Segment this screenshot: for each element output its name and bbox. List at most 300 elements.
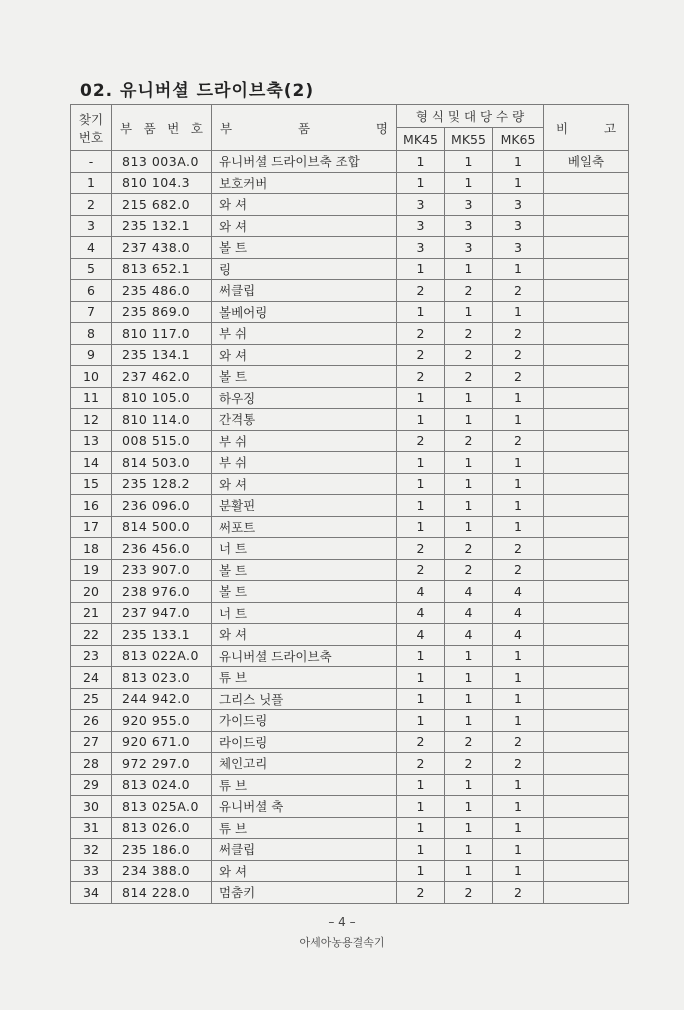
part-name-cell: 볼 트 xyxy=(212,366,397,388)
qty-mk45-cell: 2 xyxy=(397,280,445,302)
part-no-cell: 238 976.0 xyxy=(112,581,212,603)
qty-mk55-cell: 2 xyxy=(445,538,493,560)
part-name-cell: 부 쉬 xyxy=(212,430,397,452)
part-no-cell: 236 096.0 xyxy=(112,495,212,517)
part-no-cell: 235 133.1 xyxy=(112,624,212,646)
page-title: 02. 유니버셜 드라이브축(2) xyxy=(80,81,315,101)
find-no-cell: 26 xyxy=(71,710,112,732)
part-name-cell: 와 셔 xyxy=(212,194,397,216)
parts-table-body xyxy=(71,151,629,904)
table-row xyxy=(71,430,629,452)
part-name-cell: 와 셔 xyxy=(212,473,397,495)
part-name-cell: 써클립 xyxy=(212,280,397,302)
qty-mk45-cell: 1 xyxy=(397,796,445,818)
part-name-cell: 간격통 xyxy=(212,409,397,431)
remark-cell xyxy=(544,430,629,452)
qty-mk45-cell: 1 xyxy=(397,409,445,431)
qty-mk45-cell: 1 xyxy=(397,473,445,495)
part-no-cell: 237 462.0 xyxy=(112,366,212,388)
qty-mk55-cell: 1 xyxy=(445,860,493,882)
part-name-cell: 와 셔 xyxy=(212,215,397,237)
part-no-cell: 008 515.0 xyxy=(112,430,212,452)
part-no-cell: 234 388.0 xyxy=(112,860,212,882)
header-remark xyxy=(544,105,629,151)
find-no-cell: 32 xyxy=(71,839,112,861)
qty-mk65-cell: 1 xyxy=(493,796,544,818)
qty-mk45-cell: 2 xyxy=(397,323,445,345)
table-row xyxy=(71,387,629,409)
qty-mk45-cell: 3 xyxy=(397,215,445,237)
part-name-cell: 볼베어링 xyxy=(212,301,397,323)
remark-cell xyxy=(544,817,629,839)
remark-cell xyxy=(544,473,629,495)
part-name-cell: 볼 트 xyxy=(212,237,397,259)
header-find-no-line2: 번호 xyxy=(78,129,104,145)
part-name-cell: 너 트 xyxy=(212,602,397,624)
part-no-cell: 920 955.0 xyxy=(112,710,212,732)
header-model-mk45: MK45 xyxy=(397,128,445,151)
table-row xyxy=(71,645,629,667)
qty-mk55-cell: 2 xyxy=(445,280,493,302)
part-no-cell: 813 652.1 xyxy=(112,258,212,280)
remark-cell xyxy=(544,645,629,667)
qty-mk55-cell: 3 xyxy=(445,215,493,237)
header-model-mk65: MK65 xyxy=(493,128,544,151)
qty-mk65-cell: 2 xyxy=(493,280,544,302)
table-row xyxy=(71,774,629,796)
find-no-cell: 1 xyxy=(71,172,112,194)
header-part-no-char: 번 xyxy=(167,120,180,136)
header-remark-char: 고 xyxy=(603,120,617,136)
part-name-cell: 와 셔 xyxy=(212,624,397,646)
qty-mk65-cell: 2 xyxy=(493,344,544,366)
table-row xyxy=(71,602,629,624)
find-no-cell: 9 xyxy=(71,344,112,366)
header-part-name-char: 부 xyxy=(220,120,233,136)
part-name-cell: 써포트 xyxy=(212,516,397,538)
part-no-cell: 235 486.0 xyxy=(112,280,212,302)
table-row xyxy=(71,301,629,323)
qty-mk45-cell: 3 xyxy=(397,194,445,216)
qty-mk45-cell: 1 xyxy=(397,516,445,538)
part-name-cell: 라이드링 xyxy=(212,731,397,753)
header-row-1 xyxy=(71,105,629,128)
find-no-cell: 2 xyxy=(71,194,112,216)
qty-mk65-cell: 1 xyxy=(493,301,544,323)
qty-mk65-cell: 3 xyxy=(493,237,544,259)
table-row xyxy=(71,237,629,259)
table-row xyxy=(71,194,629,216)
qty-mk55-cell: 1 xyxy=(445,774,493,796)
qty-mk55-cell: 2 xyxy=(445,559,493,581)
part-no-cell: 236 456.0 xyxy=(112,538,212,560)
find-no-cell: 19 xyxy=(71,559,112,581)
part-name-cell: 튜 브 xyxy=(212,774,397,796)
table-row xyxy=(71,452,629,474)
qty-mk65-cell: 2 xyxy=(493,366,544,388)
part-no-cell: 810 117.0 xyxy=(112,323,212,345)
table-row xyxy=(71,323,629,345)
find-no-cell: 34 xyxy=(71,882,112,904)
qty-mk45-cell: 1 xyxy=(397,645,445,667)
table-row xyxy=(71,731,629,753)
qty-mk55-cell: 1 xyxy=(445,688,493,710)
qty-mk55-cell: 1 xyxy=(445,796,493,818)
remark-cell xyxy=(544,495,629,517)
qty-mk55-cell: 1 xyxy=(445,258,493,280)
qty-mk55-cell: 3 xyxy=(445,237,493,259)
qty-mk45-cell: 3 xyxy=(397,237,445,259)
part-no-cell: 972 297.0 xyxy=(112,753,212,775)
qty-mk45-cell: 1 xyxy=(397,495,445,517)
part-no-cell: 814 228.0 xyxy=(112,882,212,904)
qty-mk45-cell: 1 xyxy=(397,258,445,280)
qty-mk55-cell: 4 xyxy=(445,624,493,646)
qty-mk65-cell: 4 xyxy=(493,602,544,624)
part-name-cell: 분활핀 xyxy=(212,495,397,517)
remark-cell xyxy=(544,774,629,796)
qty-mk45-cell: 4 xyxy=(397,602,445,624)
table-row xyxy=(71,667,629,689)
remark-cell xyxy=(544,624,629,646)
remark-cell xyxy=(544,323,629,345)
qty-mk65-cell: 2 xyxy=(493,731,544,753)
qty-mk65-cell: 2 xyxy=(493,538,544,560)
qty-mk55-cell: 2 xyxy=(445,753,493,775)
table-row xyxy=(71,366,629,388)
part-name-cell: 써클립 xyxy=(212,839,397,861)
qty-mk65-cell: 3 xyxy=(493,215,544,237)
qty-mk55-cell: 1 xyxy=(445,301,493,323)
table-row xyxy=(71,581,629,603)
qty-mk65-cell: 1 xyxy=(493,688,544,710)
qty-mk65-cell: 2 xyxy=(493,323,544,345)
remark-cell xyxy=(544,215,629,237)
qty-mk45-cell: 1 xyxy=(397,710,445,732)
qty-mk55-cell: 2 xyxy=(445,430,493,452)
header-remark-char: 비 xyxy=(556,120,569,136)
part-no-cell: 810 114.0 xyxy=(112,409,212,431)
qty-mk45-cell: 2 xyxy=(397,731,445,753)
find-no-cell: 4 xyxy=(71,237,112,259)
table-row xyxy=(71,409,629,431)
qty-mk55-cell: 2 xyxy=(445,882,493,904)
header-part-no xyxy=(112,105,212,151)
table-row xyxy=(71,817,629,839)
table-row xyxy=(71,280,629,302)
qty-mk45-cell: 1 xyxy=(397,301,445,323)
part-no-cell: 920 671.0 xyxy=(112,731,212,753)
qty-mk55-cell: 4 xyxy=(445,581,493,603)
part-no-cell: 813 003A.0 xyxy=(112,151,212,173)
header-part-no-char: 부 xyxy=(120,120,133,136)
qty-mk45-cell: 2 xyxy=(397,366,445,388)
remark-cell xyxy=(544,366,629,388)
find-no-cell: 29 xyxy=(71,774,112,796)
qty-mk45-cell: 1 xyxy=(397,688,445,710)
find-no-cell: 21 xyxy=(71,602,112,624)
remark-cell xyxy=(544,731,629,753)
qty-mk45-cell: 1 xyxy=(397,839,445,861)
table-row xyxy=(71,473,629,495)
qty-mk65-cell: 1 xyxy=(493,151,544,173)
find-no-cell: 14 xyxy=(71,452,112,474)
part-name-cell: 유니버셜 축 xyxy=(212,796,397,818)
page-number: – 4 – xyxy=(328,915,356,929)
find-no-cell: 33 xyxy=(71,860,112,882)
remark-cell xyxy=(544,301,629,323)
qty-mk65-cell: 1 xyxy=(493,516,544,538)
table-row xyxy=(71,753,629,775)
header-part-name-char: 명 xyxy=(375,120,388,136)
part-name-cell: 튜 브 xyxy=(212,667,397,689)
part-no-cell: 813 022A.0 xyxy=(112,645,212,667)
parts-table xyxy=(70,104,629,904)
qty-mk65-cell: 1 xyxy=(493,710,544,732)
qty-mk65-cell: 1 xyxy=(493,774,544,796)
find-no-cell: 27 xyxy=(71,731,112,753)
qty-mk45-cell: 1 xyxy=(397,452,445,474)
find-no-cell: 16 xyxy=(71,495,112,517)
remark-cell: 베일축 xyxy=(544,151,629,173)
qty-mk65-cell: 2 xyxy=(493,753,544,775)
qty-mk65-cell: 1 xyxy=(493,839,544,861)
table-row xyxy=(71,860,629,882)
part-name-cell: 유니버셜 드라이브축 조합 xyxy=(212,151,397,173)
header-part-no-char: 호 xyxy=(190,120,203,136)
part-name-cell: 보호커버 xyxy=(212,172,397,194)
qty-mk45-cell: 1 xyxy=(397,172,445,194)
table-row xyxy=(71,688,629,710)
table-row xyxy=(71,495,629,517)
qty-mk65-cell: 1 xyxy=(493,860,544,882)
find-no-cell: - xyxy=(71,151,112,173)
part-name-cell: 와 셔 xyxy=(212,860,397,882)
qty-mk55-cell: 1 xyxy=(445,172,493,194)
find-no-cell: 25 xyxy=(71,688,112,710)
find-no-cell: 13 xyxy=(71,430,112,452)
qty-mk55-cell: 1 xyxy=(445,409,493,431)
qty-mk55-cell: 2 xyxy=(445,344,493,366)
remark-cell xyxy=(544,559,629,581)
qty-mk45-cell: 1 xyxy=(397,387,445,409)
qty-mk55-cell: 1 xyxy=(445,495,493,517)
table-row xyxy=(71,559,629,581)
remark-cell xyxy=(544,237,629,259)
qty-mk45-cell: 2 xyxy=(397,538,445,560)
remark-cell xyxy=(544,387,629,409)
qty-mk55-cell: 1 xyxy=(445,710,493,732)
qty-mk45-cell: 1 xyxy=(397,151,445,173)
header-find-no-line1: 찾기 xyxy=(78,111,104,127)
find-no-cell: 7 xyxy=(71,301,112,323)
find-no-cell: 31 xyxy=(71,817,112,839)
remark-cell xyxy=(544,796,629,818)
qty-mk65-cell: 1 xyxy=(493,452,544,474)
part-no-cell: 814 500.0 xyxy=(112,516,212,538)
qty-mk65-cell: 1 xyxy=(493,817,544,839)
remark-cell xyxy=(544,667,629,689)
find-no-cell: 10 xyxy=(71,366,112,388)
qty-mk65-cell: 4 xyxy=(493,581,544,603)
qty-mk55-cell: 1 xyxy=(445,387,493,409)
qty-mk55-cell: 1 xyxy=(445,151,493,173)
table-row xyxy=(71,215,629,237)
qty-mk55-cell: 2 xyxy=(445,323,493,345)
part-no-cell: 810 105.0 xyxy=(112,387,212,409)
qty-mk45-cell: 2 xyxy=(397,559,445,581)
part-name-cell: 볼 트 xyxy=(212,581,397,603)
header-part-name xyxy=(212,105,397,151)
remark-cell xyxy=(544,688,629,710)
find-no-cell: 17 xyxy=(71,516,112,538)
part-no-cell: 813 026.0 xyxy=(112,817,212,839)
table-row xyxy=(71,796,629,818)
part-name-cell: 와 셔 xyxy=(212,344,397,366)
find-no-cell: 20 xyxy=(71,581,112,603)
table-row xyxy=(71,538,629,560)
table-row xyxy=(71,344,629,366)
qty-mk55-cell: 1 xyxy=(445,667,493,689)
qty-mk65-cell: 1 xyxy=(493,473,544,495)
part-name-cell: 그리스 닛플 xyxy=(212,688,397,710)
part-name-cell: 볼 트 xyxy=(212,559,397,581)
qty-mk45-cell: 1 xyxy=(397,667,445,689)
qty-mk55-cell: 1 xyxy=(445,817,493,839)
part-no-cell: 215 682.0 xyxy=(112,194,212,216)
part-name-cell: 유니버셜 드라이브축 xyxy=(212,645,397,667)
find-no-cell: 5 xyxy=(71,258,112,280)
part-no-cell: 813 023.0 xyxy=(112,667,212,689)
remark-cell xyxy=(544,538,629,560)
part-no-cell: 814 503.0 xyxy=(112,452,212,474)
qty-mk45-cell: 2 xyxy=(397,882,445,904)
remark-cell xyxy=(544,280,629,302)
table-row xyxy=(71,151,629,173)
table-row xyxy=(71,172,629,194)
qty-mk65-cell: 1 xyxy=(493,667,544,689)
header-part-name-char: 품 xyxy=(297,120,311,136)
table-row xyxy=(71,258,629,280)
part-no-cell: 235 128.2 xyxy=(112,473,212,495)
part-no-cell: 235 186.0 xyxy=(112,839,212,861)
qty-mk65-cell: 1 xyxy=(493,645,544,667)
qty-mk65-cell: 2 xyxy=(493,882,544,904)
find-no-cell: 6 xyxy=(71,280,112,302)
table-row xyxy=(71,624,629,646)
part-name-cell: 튜 브 xyxy=(212,817,397,839)
find-no-cell: 22 xyxy=(71,624,112,646)
find-no-cell: 24 xyxy=(71,667,112,689)
qty-mk65-cell: 1 xyxy=(493,495,544,517)
remark-cell xyxy=(544,194,629,216)
remark-cell xyxy=(544,602,629,624)
part-name-cell: 가이드링 xyxy=(212,710,397,732)
qty-mk45-cell: 2 xyxy=(397,344,445,366)
part-no-cell: 237 947.0 xyxy=(112,602,212,624)
find-no-cell: 23 xyxy=(71,645,112,667)
remark-cell xyxy=(544,710,629,732)
remark-cell xyxy=(544,839,629,861)
part-name-cell: 너 트 xyxy=(212,538,397,560)
qty-mk55-cell: 4 xyxy=(445,602,493,624)
header-part-no-char: 품 xyxy=(143,120,156,136)
part-no-cell: 237 438.0 xyxy=(112,237,212,259)
remark-cell xyxy=(544,172,629,194)
qty-mk55-cell: 1 xyxy=(445,516,493,538)
find-no-cell: 12 xyxy=(71,409,112,431)
find-no-cell: 28 xyxy=(71,753,112,775)
table-row xyxy=(71,839,629,861)
remark-cell xyxy=(544,409,629,431)
qty-mk65-cell: 3 xyxy=(493,194,544,216)
table-row xyxy=(71,710,629,732)
part-no-cell: 813 025A.0 xyxy=(112,796,212,818)
header-qty-group: 형 식 및 대 당 수 량 xyxy=(397,105,544,128)
part-no-cell: 233 907.0 xyxy=(112,559,212,581)
qty-mk65-cell: 1 xyxy=(493,258,544,280)
remark-cell xyxy=(544,860,629,882)
qty-mk55-cell: 1 xyxy=(445,645,493,667)
remark-cell xyxy=(544,452,629,474)
find-no-cell: 11 xyxy=(71,387,112,409)
part-name-cell: 하우징 xyxy=(212,387,397,409)
qty-mk55-cell: 1 xyxy=(445,473,493,495)
qty-mk65-cell: 1 xyxy=(493,387,544,409)
table-row xyxy=(71,882,629,904)
qty-mk45-cell: 4 xyxy=(397,581,445,603)
qty-mk45-cell: 1 xyxy=(397,817,445,839)
part-name-cell: 체인고리 xyxy=(212,753,397,775)
find-no-cell: 3 xyxy=(71,215,112,237)
remark-cell xyxy=(544,753,629,775)
qty-mk45-cell: 2 xyxy=(397,753,445,775)
qty-mk55-cell: 3 xyxy=(445,194,493,216)
part-no-cell: 235 132.1 xyxy=(112,215,212,237)
part-no-cell: 810 104.3 xyxy=(112,172,212,194)
qty-mk45-cell: 1 xyxy=(397,774,445,796)
part-name-cell: 링 xyxy=(212,258,397,280)
qty-mk55-cell: 1 xyxy=(445,839,493,861)
part-no-cell: 244 942.0 xyxy=(112,688,212,710)
remark-cell xyxy=(544,516,629,538)
header-find-no xyxy=(71,105,112,151)
find-no-cell: 15 xyxy=(71,473,112,495)
remark-cell xyxy=(544,258,629,280)
qty-mk45-cell: 2 xyxy=(397,430,445,452)
part-name-cell: 부 쉬 xyxy=(212,323,397,345)
header-model-mk55: MK55 xyxy=(445,128,493,151)
find-no-cell: 18 xyxy=(71,538,112,560)
qty-mk55-cell: 1 xyxy=(445,452,493,474)
qty-mk55-cell: 2 xyxy=(445,366,493,388)
footer-document-title: 아세아농용결속기 xyxy=(299,936,385,949)
part-name-cell: 멈춤키 xyxy=(212,882,397,904)
qty-mk65-cell: 4 xyxy=(493,624,544,646)
part-name-cell: 부 쉬 xyxy=(212,452,397,474)
find-no-cell: 30 xyxy=(71,796,112,818)
remark-cell xyxy=(544,882,629,904)
remark-cell xyxy=(544,344,629,366)
qty-mk65-cell: 2 xyxy=(493,559,544,581)
remark-cell xyxy=(544,581,629,603)
qty-mk65-cell: 1 xyxy=(493,409,544,431)
table-row xyxy=(71,516,629,538)
qty-mk65-cell: 2 xyxy=(493,430,544,452)
qty-mk65-cell: 1 xyxy=(493,172,544,194)
part-no-cell: 813 024.0 xyxy=(112,774,212,796)
qty-mk55-cell: 2 xyxy=(445,731,493,753)
